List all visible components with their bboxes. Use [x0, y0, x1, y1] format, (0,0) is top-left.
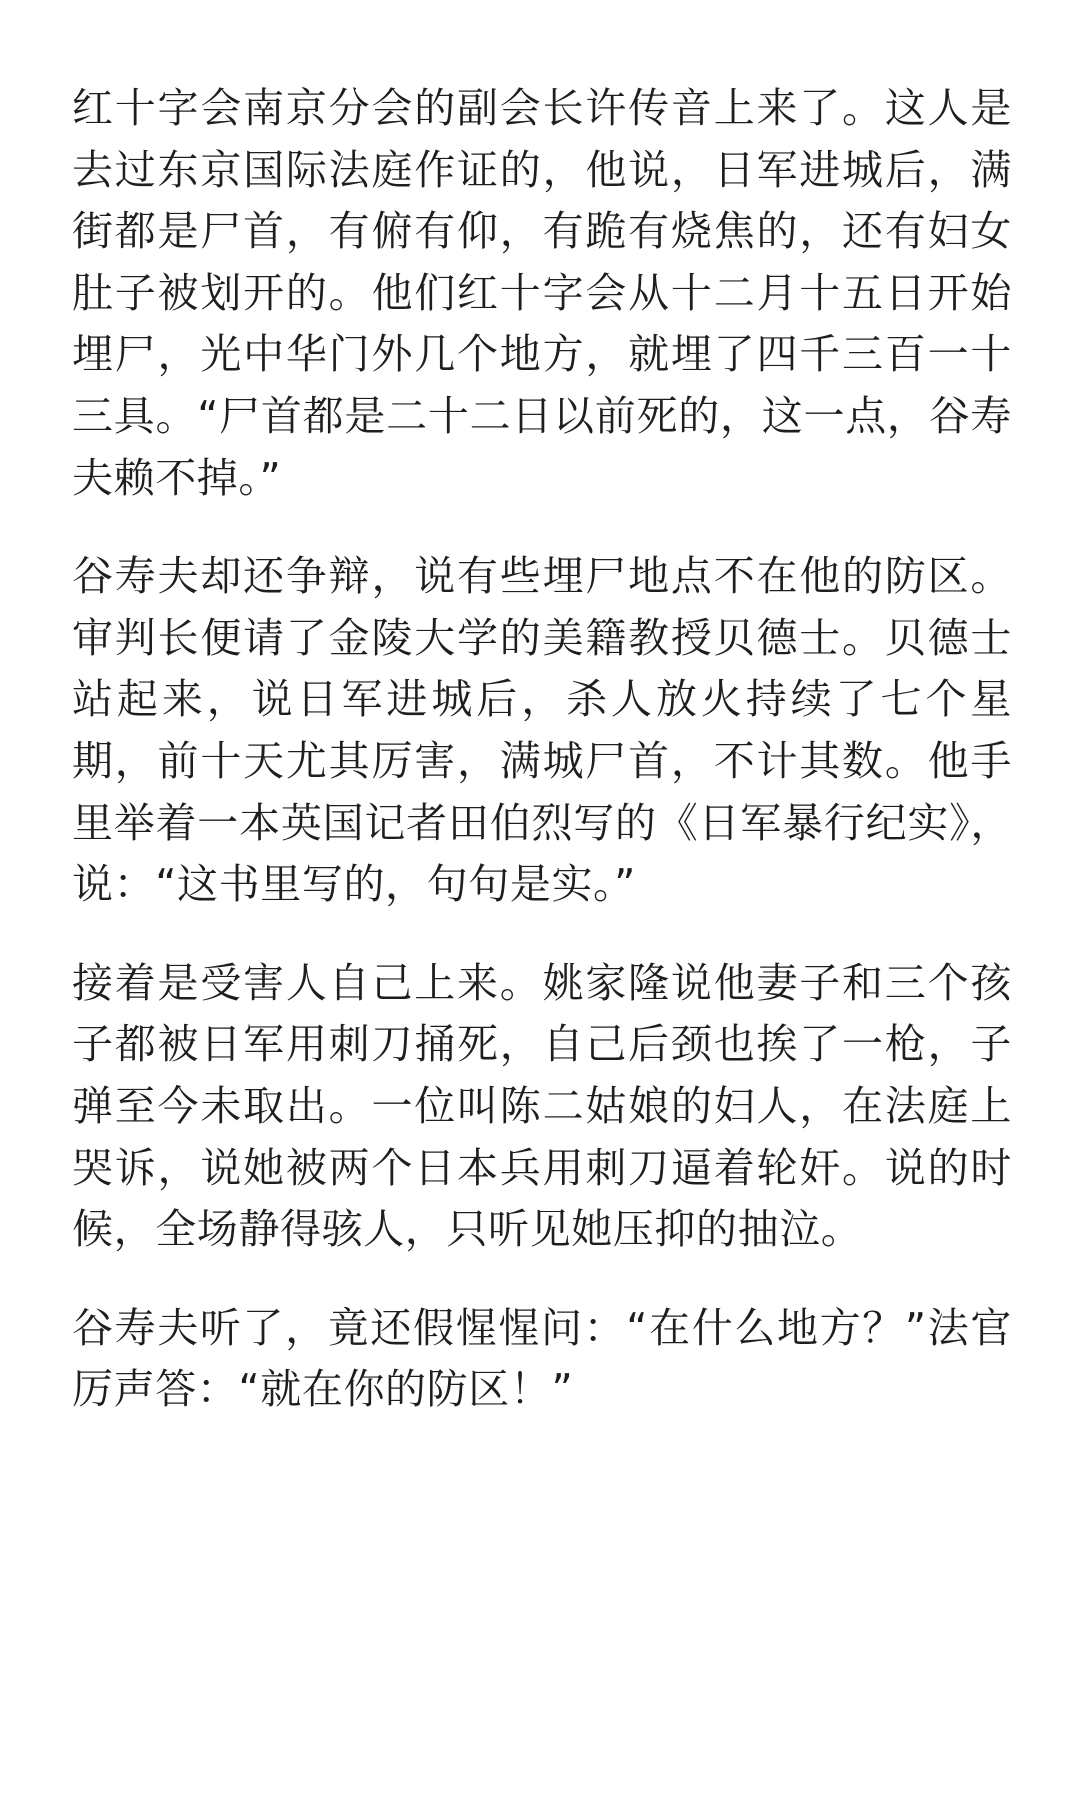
- paragraph-4: 谷寿夫听了，竟还假惺惺问：“在什么地方？”法官厉声答：“就在你的防区！”: [72, 1303, 1012, 1414]
- paragraph-3: 接着是受害人自己上来。姚家隆说他妻子和三个孩子都被日军用刺刀捅死，自己后颈也挨了一枪，子弹至今未取出。一位叫陈二姑娘的妇人，在法庭上哭诉，说她被两个日本兵用刺刀逼着轮奸。说的时候，全场静得骇人，只听见她压抑的抽泣。: [72, 958, 1012, 1254]
- paragraph-2: 谷寿夫却还争辩，说有些埋尸地点不在他的防区。审判长便请了金陵大学的美籍教授贝德士。贝德士站起来，说日军进城后，杀人放火持续了七个星期，前十天尤其厉害，满城尸首，不计其数。他手里举着一本英国记者田伯烈写的《日军暴行纪实》，说：“这书里写的，句句是实。”: [72, 552, 1012, 909]
- paragraph-1: 红十字会南京分会的副会长许传音上来了。这人是去过东京国际法庭作证的，他说，日军进城后，满街都是尸首，有俯有仰，有跪有烧焦的，还有妇女肚子被划开的。他们红十字会从十二月十五日开始埋尸，光中华门外几个地方，就埋了四千三百一十三具。“尸首都是二十二日以前死的，这一点，谷寿夫赖不掉。”: [72, 84, 1012, 502]
- article-body: [72, 78, 1012, 1458]
